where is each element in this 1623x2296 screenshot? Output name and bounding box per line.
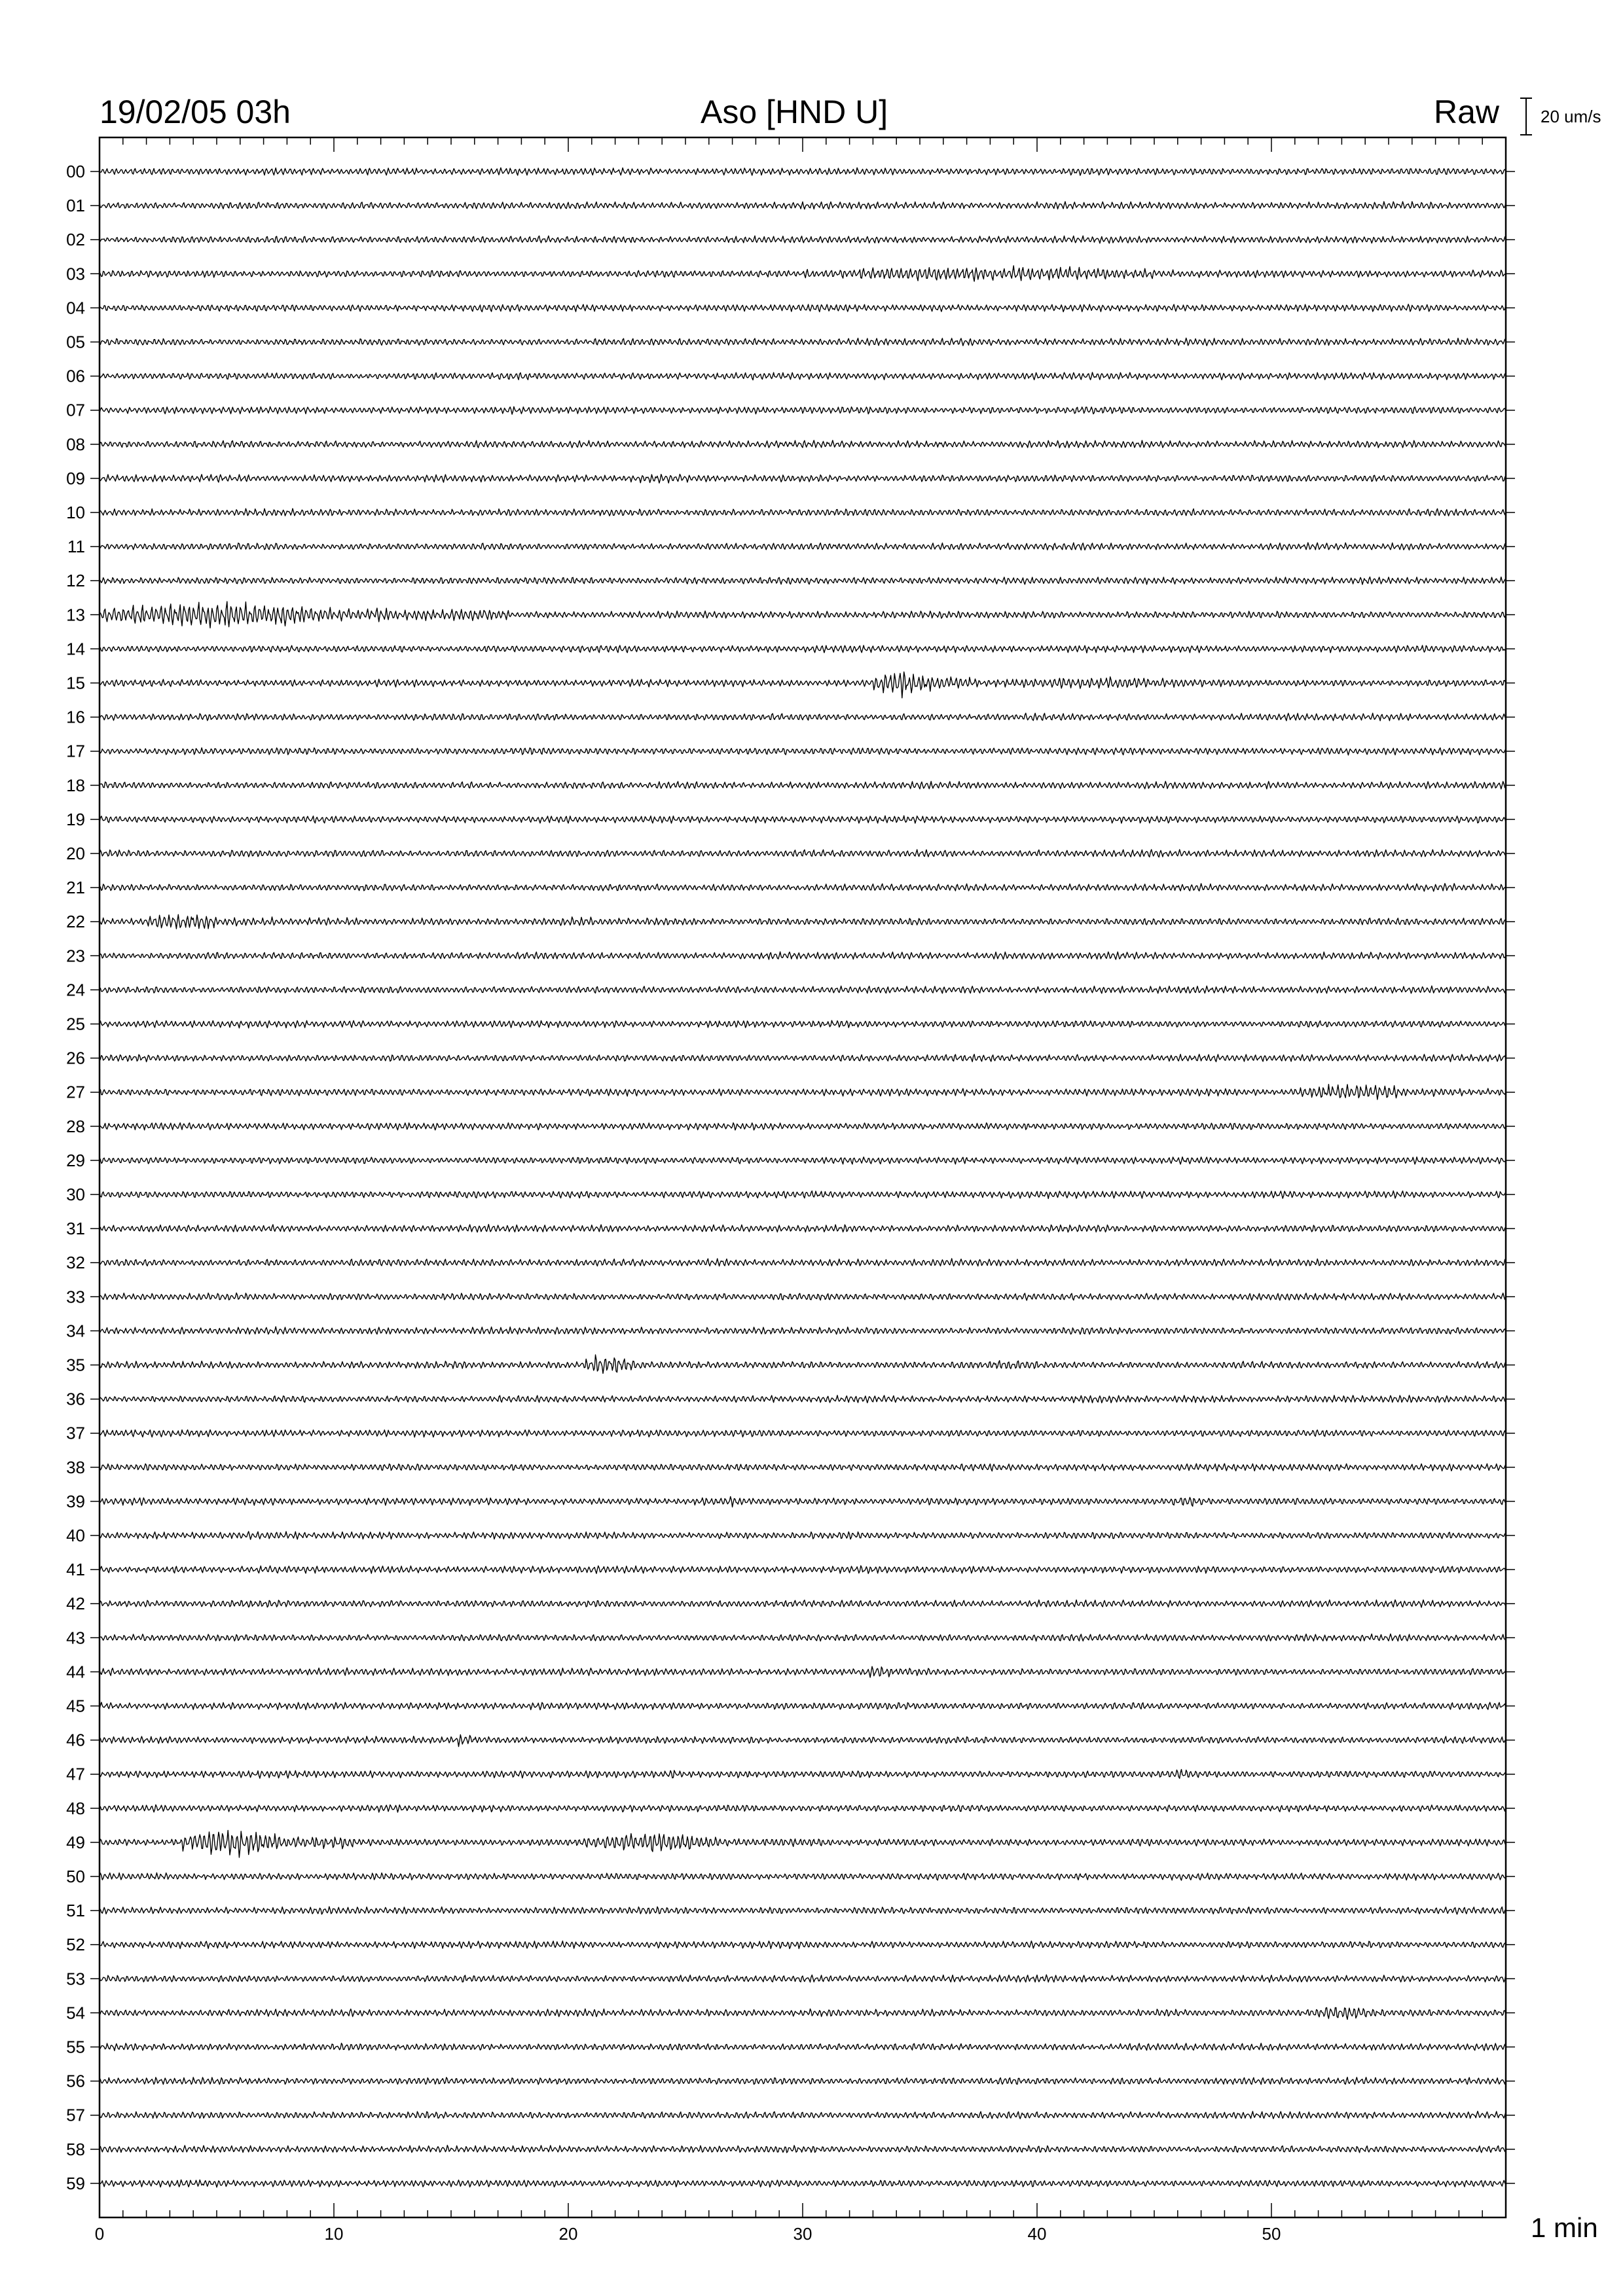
seismic-trace [100,713,1506,721]
seismic-trace [100,1804,1506,1812]
chart-title-station: Aso [HND U] [701,94,888,130]
trace-label: 07 [66,400,85,420]
seismic-trace [100,1941,1506,1949]
seismic-trace [100,1532,1506,1539]
seismic-trace [100,1497,1506,1507]
trace-label: 51 [66,1901,85,1921]
trace-label: 06 [66,366,85,386]
trace-label: 43 [66,1628,85,1648]
trace-label: 10 [66,503,85,522]
trace-label: 25 [66,1014,85,1034]
seismic-trace [100,1430,1506,1437]
trace-label: 04 [66,298,85,318]
seismic-trace [100,475,1506,484]
seismic-trace [100,1463,1506,1471]
trace-label: 27 [66,1082,85,1102]
x-tick-label: 40 [1027,2224,1047,2244]
trace-label: 19 [66,809,85,829]
trace-label: 45 [66,1696,85,1716]
trace-label: 58 [66,2139,85,2159]
seismic-trace [100,1734,1506,1746]
trace-label: 35 [66,1355,85,1375]
amplitude-scale-bar [1520,98,1532,135]
seismic-trace [100,440,1506,448]
trace-label: 13 [66,605,85,625]
seismic-trace [100,338,1506,346]
trace-label: 15 [66,673,85,693]
trace-label: 20 [66,844,85,863]
seismic-trace [100,601,1506,628]
x-tick-label: 10 [324,2224,344,2244]
seismic-trace [100,816,1506,823]
seismic-trace [100,1259,1506,1266]
seismic-trace [100,1666,1506,1677]
trace-label: 37 [66,1423,85,1443]
seismic-trace [100,1327,1506,1335]
seismic-trace [100,1702,1506,1710]
trace-label: 48 [66,1798,85,1818]
minor-ticks [100,137,1506,2217]
seismic-trace [100,2007,1506,2019]
trace-label: 00 [66,162,85,181]
trace-label: 38 [66,1457,85,1477]
trace-label: 16 [66,707,85,727]
seismic-trace [100,645,1506,653]
trace-label: 52 [66,1935,85,1955]
seismic-trace [100,1355,1506,1373]
plot-frame [100,137,1506,2217]
seismic-trace [100,2077,1506,2085]
seismic-trace [100,543,1506,550]
seismic-trace [100,2043,1506,2051]
trace-label: 21 [66,878,85,898]
seismic-trace [100,914,1506,929]
seismic-trace [100,2180,1506,2187]
seismic-trace [100,672,1506,698]
seismic-trace [100,168,1506,175]
seismic-trace [100,406,1506,414]
x-axis-ticks [95,2224,1281,2244]
record-date-hour: 19/02/05 03h [100,94,291,130]
trace-label: 05 [66,332,85,352]
data-mode-label: Raw [1434,94,1500,130]
seismic-trace [100,1566,1506,1573]
seismic-trace [100,1054,1506,1062]
trace-label: 03 [66,264,85,284]
seismic-trace [100,1225,1506,1232]
seismic-trace [100,1395,1506,1403]
trace-label: 49 [66,1832,85,1852]
seismic-trace [100,1907,1506,1914]
seismic-trace [100,1831,1506,1857]
trace-label: 30 [66,1185,85,1204]
trace-label: 55 [66,2037,85,2057]
seismic-trace [100,1634,1506,1641]
seismic-trace [100,1770,1506,1779]
seismic-trace [100,577,1506,585]
seismic-trace [100,236,1506,243]
trace-label: 57 [66,2105,85,2125]
trace-label: 47 [66,1764,85,1784]
seismic-trace [100,781,1506,789]
seismic-trace [100,1157,1506,1164]
trace-label: 46 [66,1730,85,1750]
seismic-trace [100,986,1506,993]
seismic-trace [100,850,1506,857]
scale-bar-line [1520,98,1532,135]
seismic-trace [100,1873,1506,1880]
trace-label: 36 [66,1389,85,1409]
trace-label: 11 [67,537,85,557]
seismic-trace [100,509,1506,516]
trace-label: 17 [66,741,85,761]
trace-label: 22 [66,912,85,932]
trace-label: 18 [66,775,85,795]
trace-label: 24 [66,980,85,1000]
seismic-trace [100,372,1506,380]
trace-label: 31 [66,1219,85,1239]
trace-label: 44 [66,1662,85,1682]
trace-label: 41 [66,1560,85,1580]
x-tick-label: 0 [94,2224,105,2244]
seismic-trace [100,266,1506,281]
trace-label: 33 [66,1287,85,1307]
x-tick-label: 20 [558,2224,578,2244]
trace-label: 29 [66,1150,85,1170]
seismic-trace [100,1085,1506,1100]
seismic-trace [100,1020,1506,1028]
seismic-trace [100,884,1506,891]
x-tick-label: 50 [1262,2224,1281,2244]
trace-label: 12 [66,571,85,591]
trace-label: 01 [66,196,85,216]
seismic-trace [100,2145,1506,2153]
seismic-trace [100,1975,1506,1982]
x-axis-unit-label: 1 min [1531,2212,1598,2243]
trace-label: 02 [66,230,85,250]
trace-label: 50 [66,1867,85,1886]
seismic-trace [100,952,1506,960]
seismic-trace [100,1293,1506,1300]
trace-label: 59 [66,2173,85,2193]
seismic-trace [100,2111,1506,2119]
trace-label: 09 [66,468,85,488]
trace-labels [66,162,85,2193]
amplitude-scale-label: 20 um/s [1541,107,1601,126]
trace-label: 56 [66,2071,85,2091]
seismic-trace [100,748,1506,755]
x-tick-label: 30 [793,2224,812,2244]
trace-label: 39 [66,1491,85,1511]
trace-label: 28 [66,1116,85,1136]
seismic-trace [100,1191,1506,1199]
trace-label: 54 [66,2003,85,2023]
trace-label: 32 [66,1253,85,1273]
trace-label: 14 [66,639,85,659]
trace-label: 23 [66,946,85,966]
trace-label: 08 [66,434,85,454]
trace-label: 42 [66,1594,85,1614]
seismic-trace [100,1123,1506,1130]
trace-label: 26 [66,1048,85,1068]
seismic-trace [100,304,1506,312]
trace-label: 34 [66,1321,85,1341]
minor-tick-marks [100,137,1506,2217]
seismic-traces [90,168,1515,2187]
seismic-trace [100,1600,1506,1607]
seismic-trace [100,202,1506,209]
trace-label: 40 [66,1526,85,1545]
trace-label: 53 [66,1969,85,1989]
